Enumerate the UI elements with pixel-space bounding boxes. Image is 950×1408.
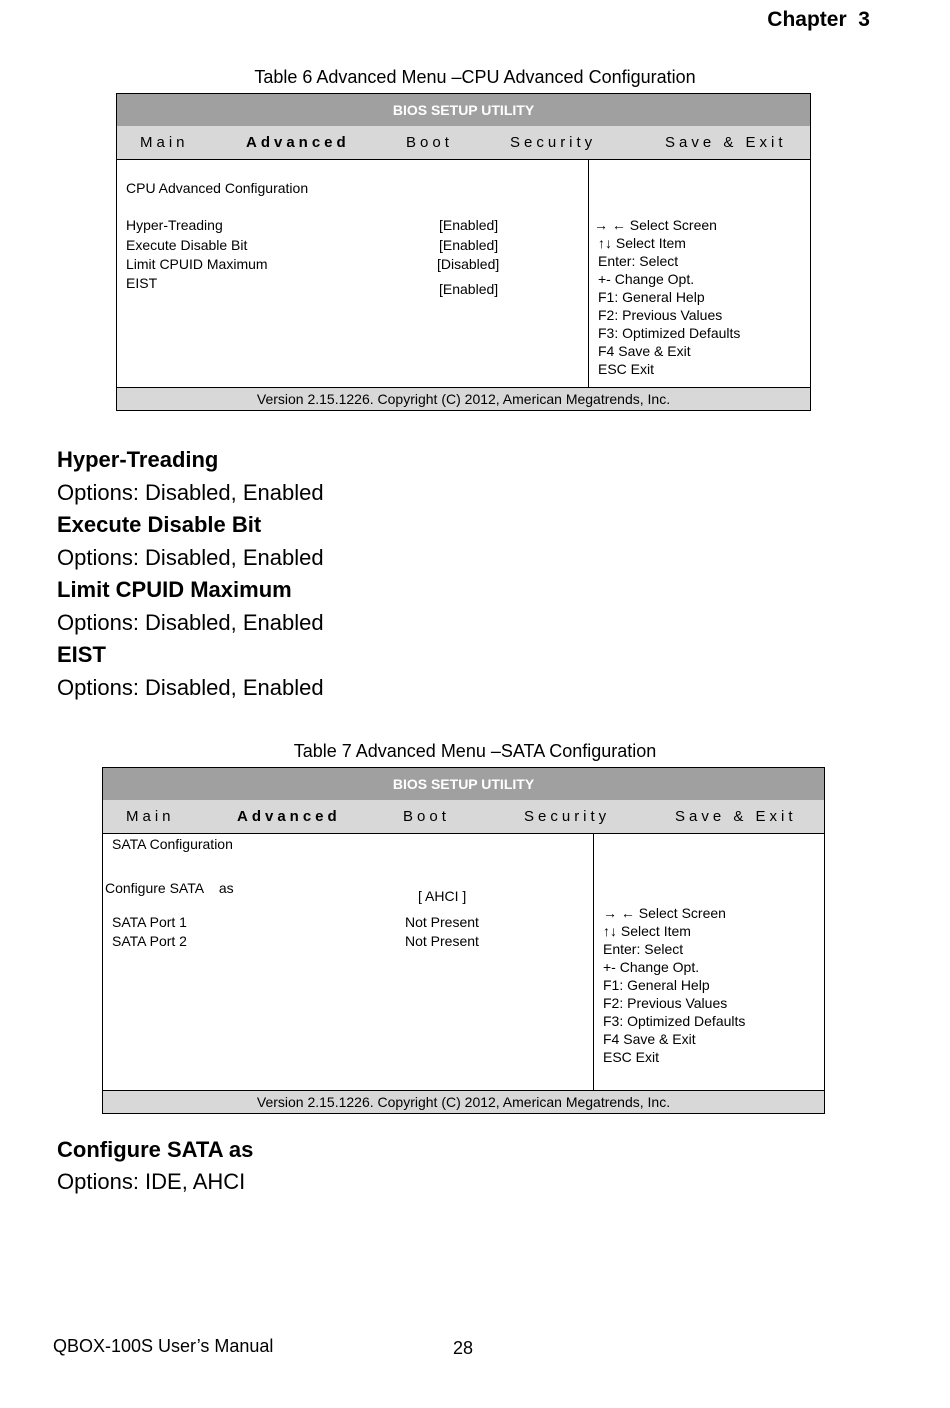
- menu-tab-save-exit[interactable]: Save & Exit: [665, 134, 787, 151]
- section-title: CPU Advanced Configuration: [126, 180, 309, 196]
- help-enter: Enter: Select: [603, 941, 684, 957]
- setting-value-execute-disable-bit[interactable]: [Enabled]: [439, 237, 499, 253]
- setting-label-execute-disable-bit: Execute Disable Bit: [126, 237, 248, 253]
- help-enter: Enter: Select: [598, 253, 679, 269]
- menu-tab-main[interactable]: Main: [140, 134, 189, 151]
- bios-screen-sata: [102, 767, 825, 1114]
- bios-menu-bar: [103, 800, 824, 834]
- help-select-item: ↑↓ Select Item: [603, 923, 691, 939]
- setting-value-sata-port-1: Not Present: [405, 914, 479, 930]
- help-f2: F2: Previous Values: [603, 995, 728, 1011]
- heading-configure-sata: Configure SATA as: [57, 1137, 254, 1162]
- setting-value-hyper-threading[interactable]: [Enabled]: [439, 217, 499, 233]
- bios-version-footer: Version 2.15.1226. Copyright (C) 2012, American Megatrends, Inc.: [117, 387, 810, 410]
- menu-tab-main[interactable]: Main: [126, 808, 175, 825]
- heading-eist: EIST: [57, 642, 106, 667]
- options-configure-sata: Options: IDE, AHCI: [57, 1169, 246, 1194]
- bios-screen-cpu: [116, 93, 811, 411]
- heading-execute-disable-bit: Execute Disable Bit: [57, 512, 262, 537]
- page-number: 28: [453, 1338, 474, 1358]
- manual-title: QBOX-100S User’s Manual: [53, 1336, 274, 1356]
- setting-value-limit-cpuid[interactable]: [Disabled]: [437, 256, 500, 272]
- setting-label-configure-sata: Configure SATA as: [105, 880, 234, 896]
- help-select-screen: → ← Select Screen: [594, 217, 717, 233]
- panel-divider: [593, 834, 594, 1091]
- setting-value-configure-sata[interactable]: [ AHCI ]: [418, 888, 467, 904]
- menu-tab-advanced[interactable]: Advanced: [237, 808, 341, 825]
- help-panel: [603, 904, 745, 1066]
- options-limit-cpuid: Options: Disabled, Enabled: [57, 610, 324, 635]
- setting-label-eist: EIST: [126, 275, 158, 291]
- menu-tab-security[interactable]: Security: [524, 808, 611, 825]
- help-change-opt: +- Change Opt.: [598, 271, 695, 287]
- help-f1: F1: General Help: [598, 289, 705, 305]
- options-hyper-threading: Options: Disabled, Enabled: [57, 480, 324, 505]
- chapter-heading: Chapter 3: [767, 8, 870, 31]
- options-execute-disable-bit: Options: Disabled, Enabled: [57, 545, 324, 570]
- heading-limit-cpuid: Limit CPUID Maximum: [57, 577, 292, 602]
- setting-label-sata-port-1: SATA Port 1: [112, 914, 187, 930]
- help-f4: F4 Save & Exit: [598, 343, 691, 359]
- bios-title-bar: BIOS SETUP UTILITY: [117, 94, 810, 127]
- setting-value-sata-port-2: Not Present: [405, 933, 479, 949]
- options-eist: Options: Disabled, Enabled: [57, 675, 324, 700]
- help-f3: F3: Optimized Defaults: [598, 325, 741, 341]
- panel-divider: [588, 160, 589, 388]
- menu-tab-advanced[interactable]: Advanced: [246, 134, 350, 151]
- help-esc: ESC Exit: [598, 361, 655, 377]
- heading-hyper-threading: Hyper-Treading: [57, 447, 219, 472]
- help-f4: F4 Save & Exit: [603, 1031, 696, 1047]
- table7-caption: Table 7 Advanced Menu –SATA Configuration: [293, 741, 657, 761]
- bios-menu-bar: [117, 126, 810, 160]
- bios-version-footer: Version 2.15.1226. Copyright (C) 2012, American Megatrends, Inc.: [103, 1090, 824, 1113]
- setting-label-limit-cpuid: Limit CPUID Maximum: [126, 256, 268, 272]
- help-f3: F3: Optimized Defaults: [603, 1013, 746, 1029]
- menu-tab-boot[interactable]: Boot: [403, 808, 450, 825]
- help-f2: F2: Previous Values: [598, 307, 723, 323]
- menu-tab-boot[interactable]: Boot: [406, 134, 453, 151]
- table6-caption: Table 6 Advanced Menu –CPU Advanced Configuration: [254, 67, 696, 87]
- help-esc: ESC Exit: [603, 1049, 660, 1065]
- setting-value-eist[interactable]: [Enabled]: [439, 281, 499, 297]
- menu-tab-save-exit[interactable]: Save & Exit: [675, 808, 797, 825]
- help-change-opt: +- Change Opt.: [603, 959, 700, 975]
- setting-label-sata-port-2: SATA Port 2: [112, 933, 187, 949]
- section-title: SATA Configuration: [112, 836, 233, 852]
- menu-tab-security[interactable]: Security: [510, 134, 597, 151]
- help-f1: F1: General Help: [603, 977, 710, 993]
- bios-title-bar: BIOS SETUP UTILITY: [103, 768, 824, 801]
- help-panel: [594, 216, 740, 378]
- setting-label-hyper-threading: Hyper-Treading: [126, 217, 223, 233]
- help-select-item: ↑↓ Select Item: [598, 235, 686, 251]
- help-select-screen: → ← Select Screen: [603, 905, 726, 921]
